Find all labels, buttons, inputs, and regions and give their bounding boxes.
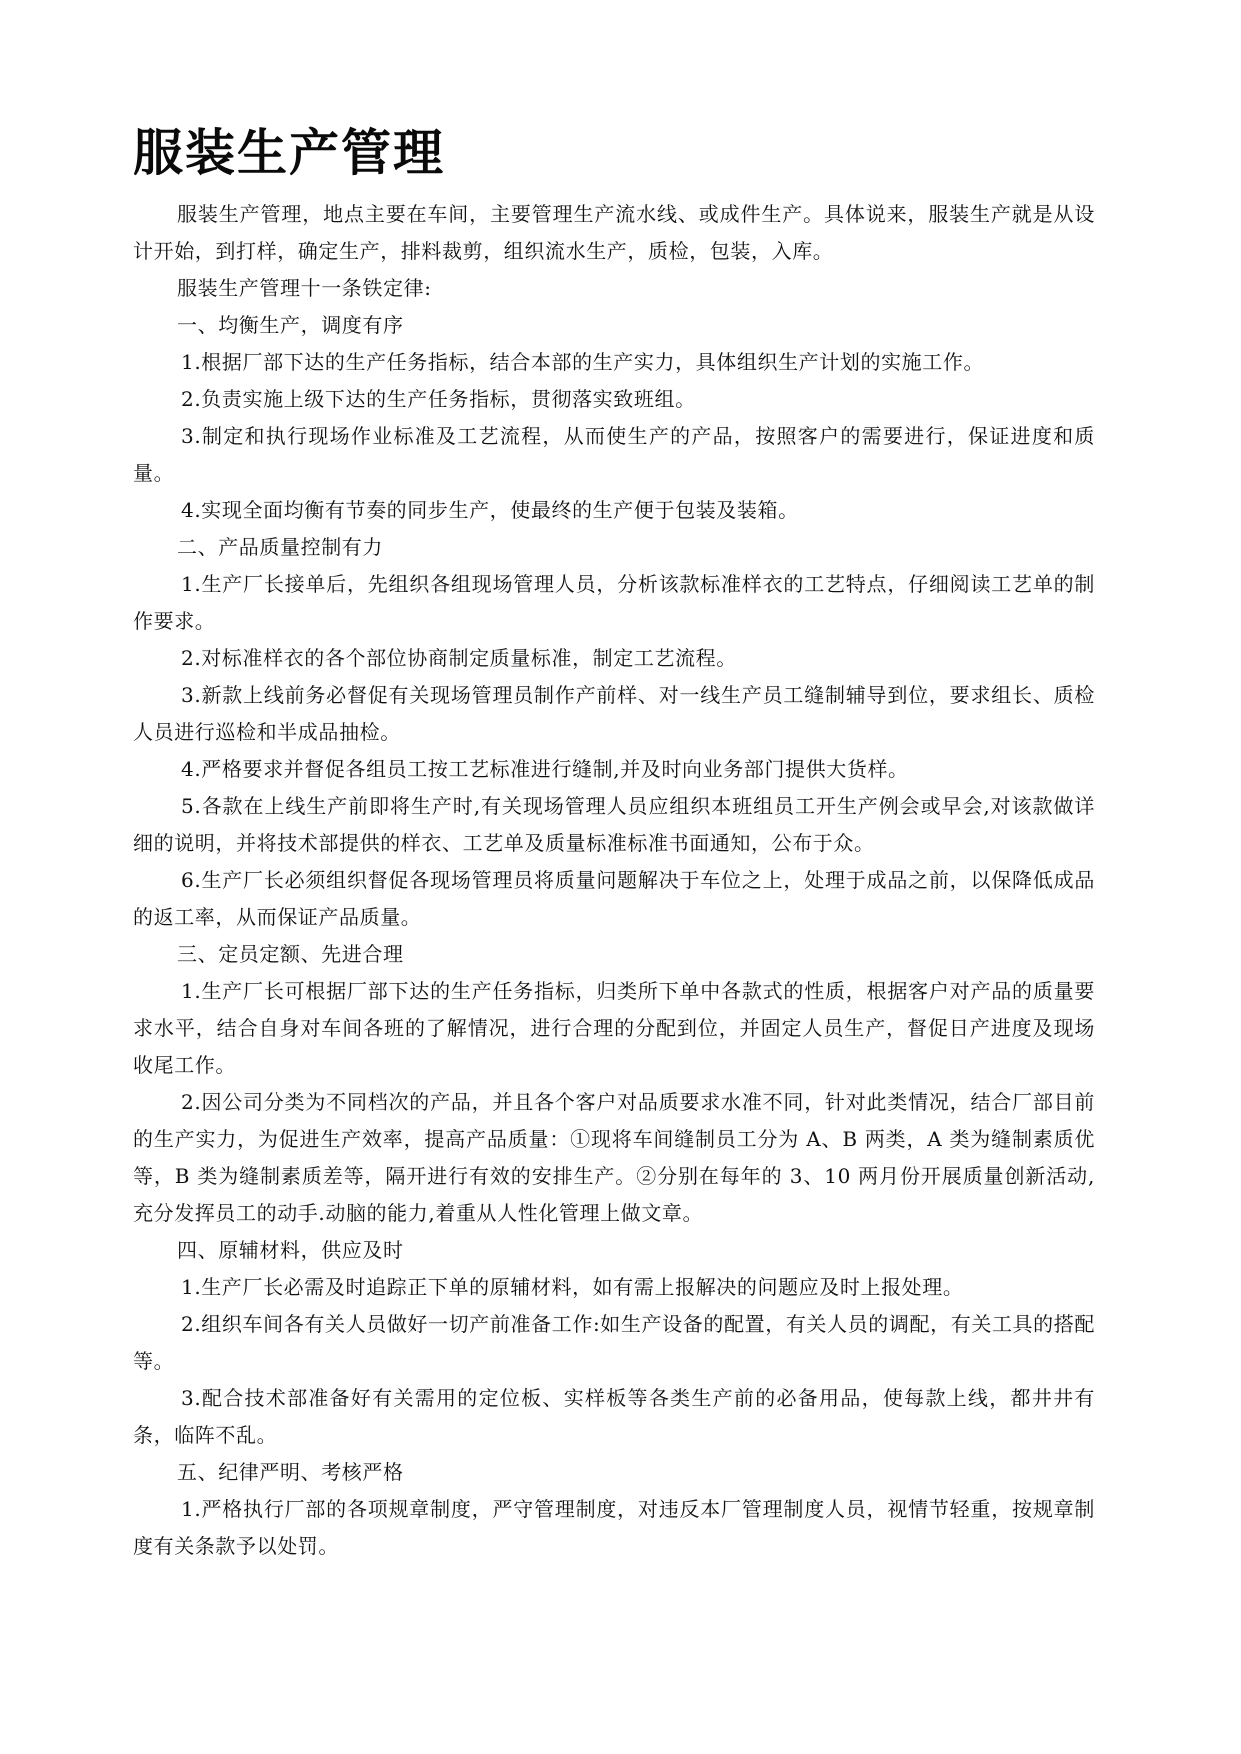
paragraph-intro: 服装生产管理，地点主要在车间，主要管理生产流水线、或成件生产。具体说来，服装生产就是从设计开始，到打样，确定生产，排料裁剪，组织流水生产，质检，包装，入库。 — [133, 202, 1095, 263]
list-item: 5.各款在上线生产前即将生产时,有关现场管理人员应组织本班组员工开生产例会或早会,对该款做详细的说明，并将技术部提供的样衣、工艺单及质量标准标准书面通知，公布于众。 — [133, 794, 1095, 855]
list-item: 3.配合技术部准备好有关需用的定位板、实样板等各类生产前的必备用品，使每款上线，都井井有条，临阵不乱。 — [133, 1386, 1095, 1447]
paragraph-rules-heading: 服装生产管理十一条铁定律: — [177, 276, 432, 300]
section-heading-4: 四、原辅材料，供应及时 — [177, 1238, 404, 1262]
list-item: 1.生产厂长接单后，先组织各组现场管理人员，分析该款标准样衣的工艺特点，仔细阅读工艺单的制作要求。 — [133, 572, 1095, 633]
section-heading-1: 一、均衡生产，调度有序 — [177, 313, 404, 337]
document-title: 服装生产管理 — [133, 124, 445, 182]
section-heading-2: 二、产品质量控制有力 — [177, 535, 383, 559]
section-heading-5: 五、纪律严明、考核严格 — [177, 1460, 404, 1484]
list-item: 2.对标准样衣的各个部位协商制定质量标准，制定工艺流程。 — [181, 646, 737, 670]
section-heading-3: 三、定员定额、先进合理 — [177, 942, 404, 966]
list-item: 1.根据厂部下达的生产任务指标，结合本部的生产实力，具体组织生产计划的实施工作。 — [181, 350, 985, 374]
list-item: 4.严格要求并督促各组员工按工艺标准进行缝制,并及时向业务部门提供大货样。 — [181, 757, 909, 781]
document-body — [133, 196, 1095, 1565]
list-item: 6.生产厂长必须组织督促各现场管理员将质量问题解决于车位之上，处理于成品之前，以保降低成品的返工率，从而保证产品质量。 — [133, 868, 1095, 929]
list-item: 1.生产厂长必需及时追踪正下单的原辅材料，如有需上报解决的问题应及时上报处理。 — [181, 1275, 964, 1299]
list-item: 2.因公司分类为不同档次的产品，并且各个客户对品质要求水准不同，针对此类情况，结合厂部目前的生产实力，为促进生产效率，提高产品质量：①现将车间缝制员工分为 A、B 两类，A 类为缝制素质优等，B 类为缝制素质差等，隔开进行有效的安排生产。②分别在每年的 3、10 两月份开展质量创新活动,充分发挥员工的动手.动脑的能力,着重从人性化管理上做文章。 — [133, 1090, 1095, 1225]
list-item: 4.实现全面均衡有节奏的同步生产，使最终的生产便于包装及装箱。 — [181, 498, 799, 522]
list-item: 3.新款上线前务必督促有关现场管理员制作产前样、对一线生产员工缝制辅导到位，要求组长、质检人员进行巡检和半成品抽检。 — [133, 683, 1095, 744]
list-item: 2.组织车间各有关人员做好一切产前准备工作:如生产设备的配置，有关人员的调配，有关工具的搭配等。 — [133, 1312, 1095, 1373]
list-item: 2.负责实施上级下达的生产任务指标，贯彻落实致班组。 — [181, 387, 696, 411]
list-item: 3.制定和执行现场作业标准及工艺流程，从而使生产的产品，按照客户的需要进行，保证进度和质量。 — [133, 424, 1095, 485]
list-item: 1.严格执行厂部的各项规章制度，严守管理制度，对违反本厂管理制度人员，视情节轻重，按规章制度有关条款予以处罚。 — [133, 1497, 1095, 1558]
list-item: 1.生产厂长可根据厂部下达的生产任务指标，归类所下单中各款式的性质，根据客户对产品的质量要求水平，结合自身对车间各班的了解情况，进行合理的分配到位，并固定人员生产，督促日产进度及现场收尾工作。 — [133, 979, 1095, 1077]
